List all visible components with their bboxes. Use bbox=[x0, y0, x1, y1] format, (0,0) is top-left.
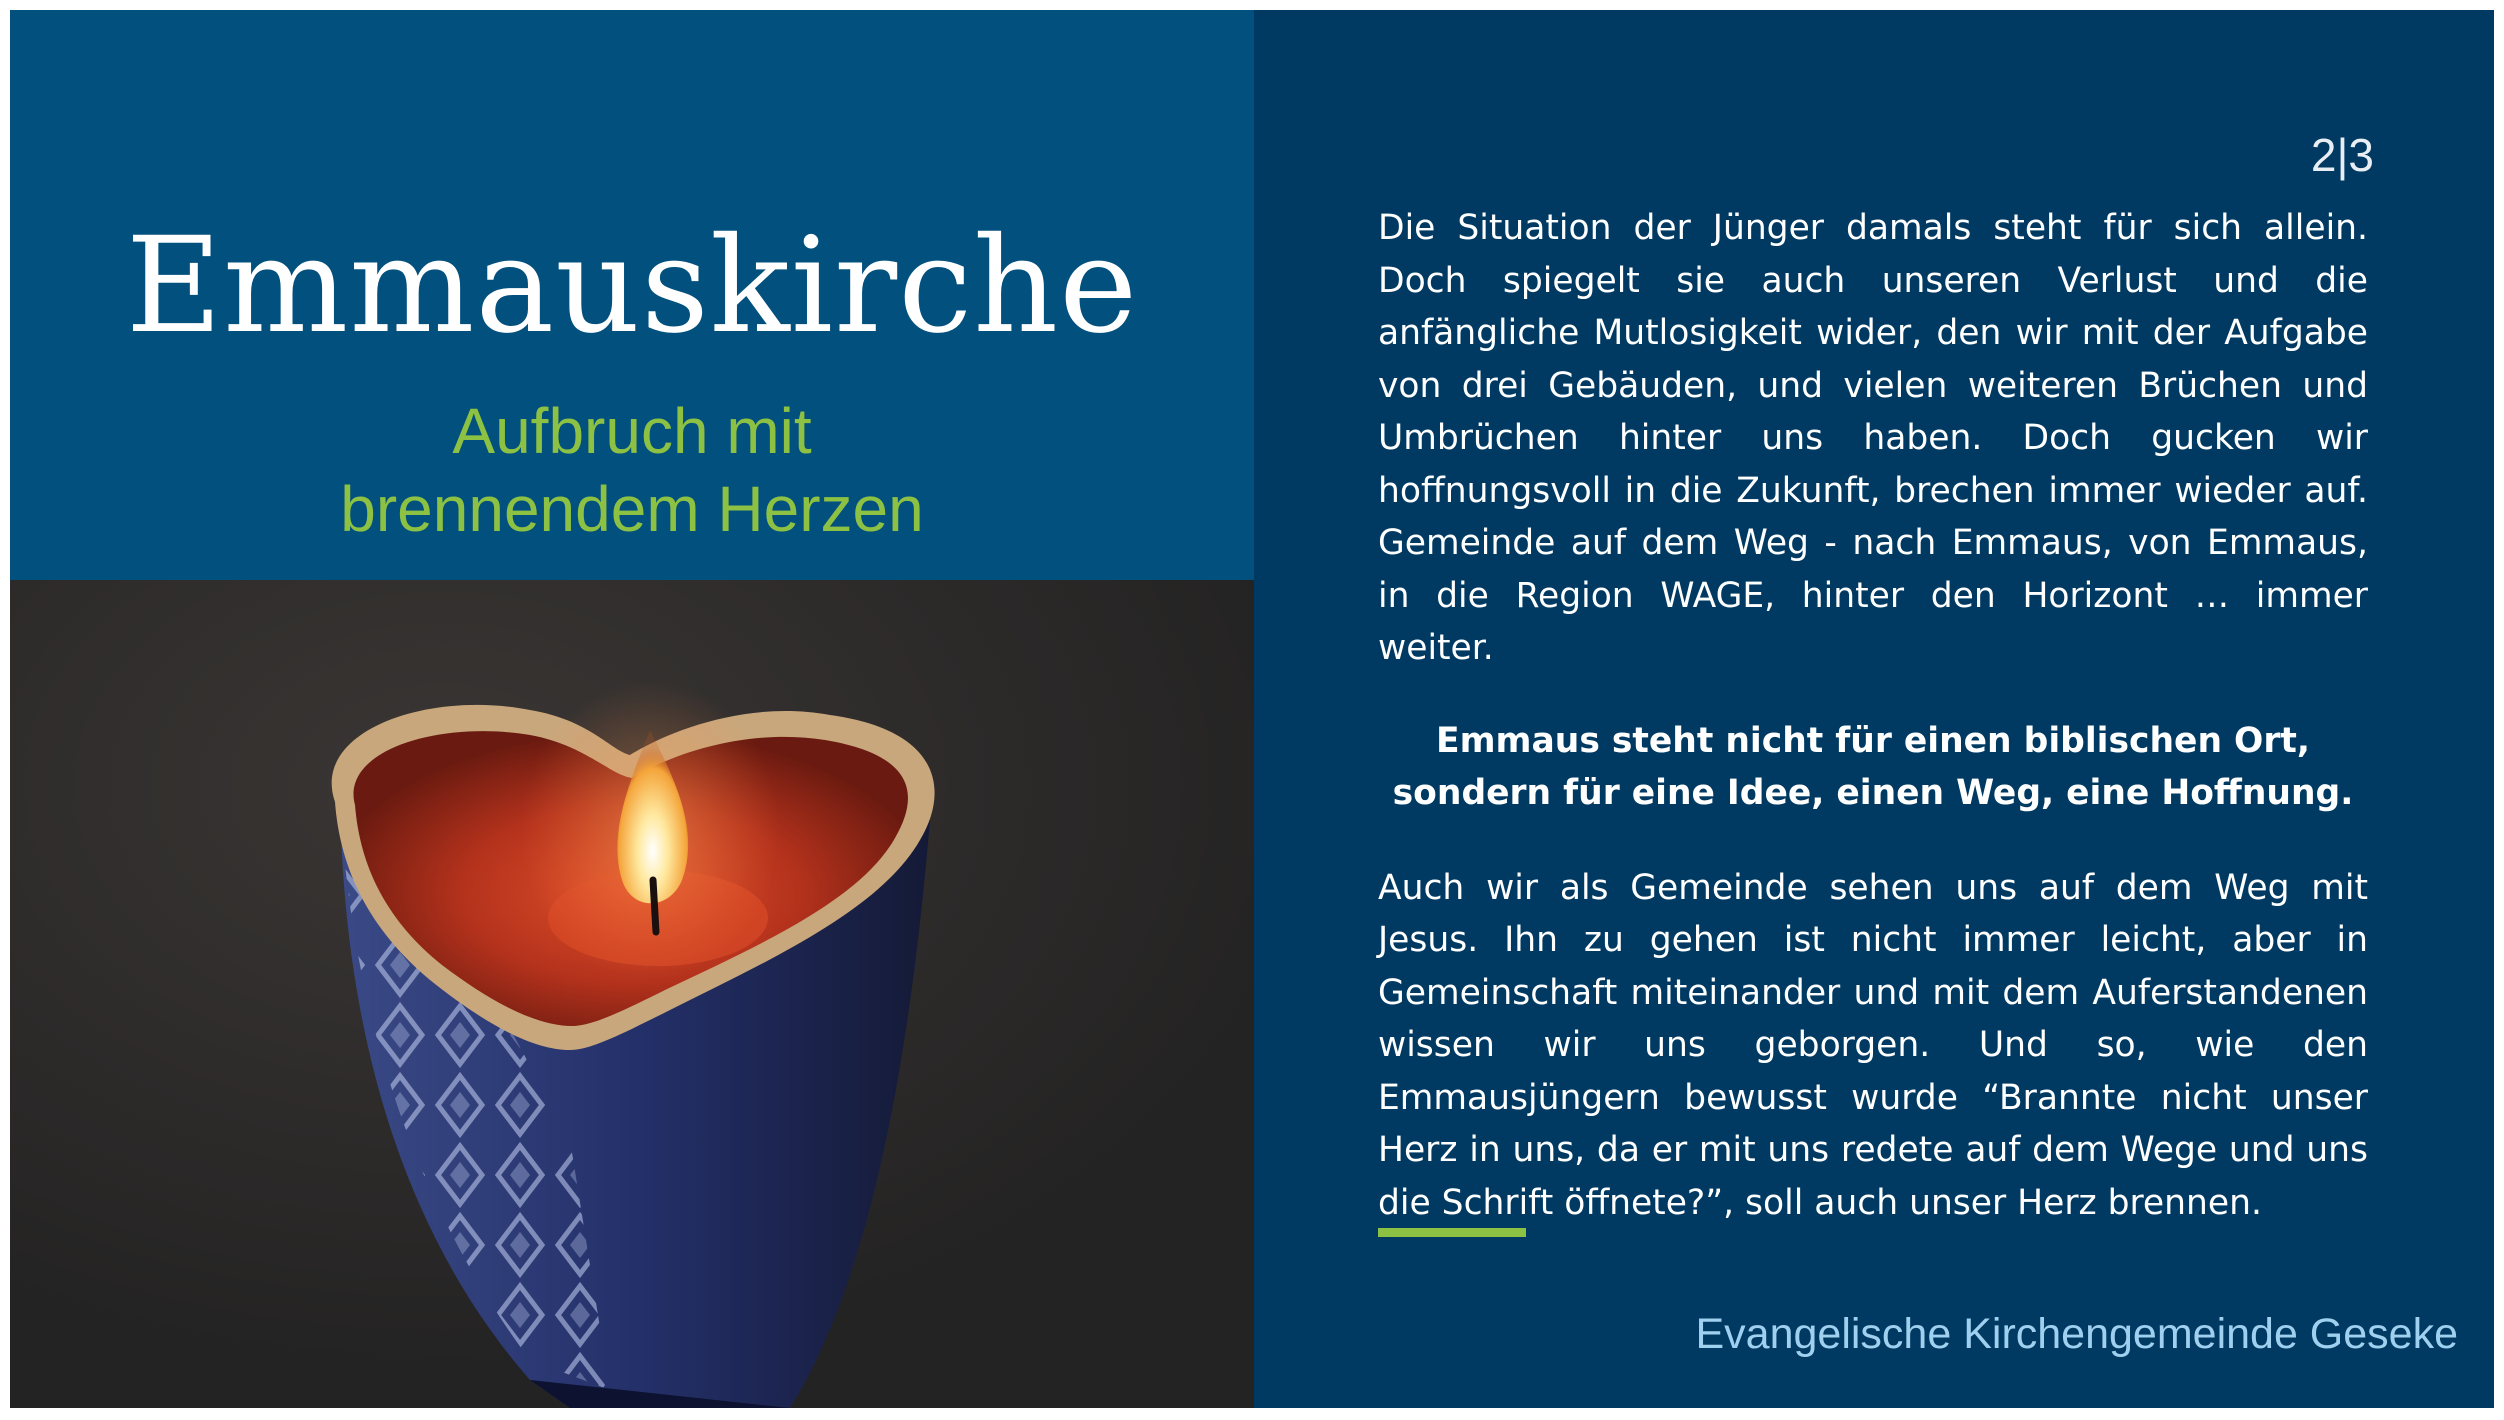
body-text bbox=[1378, 202, 2368, 1229]
title-panel bbox=[10, 10, 1254, 580]
subtitle-line-1: Aufbruch mit bbox=[452, 395, 812, 467]
text-panel bbox=[1254, 10, 2494, 1408]
page-number: 2|3 bbox=[2310, 129, 2374, 181]
quote-line-1: Emmaus steht nicht für einen biblischen Ort, bbox=[1436, 720, 2310, 761]
candle-photo bbox=[10, 580, 1254, 1408]
paragraph-2: Auch wir als Gemeinde sehen uns auf dem Weg mit Jesus. Ihn zu gehen ist nicht immer leicht, aber in Gemeinschaft miteinander und mit dem Auferstandenen wissen wir uns geborgen. Und so, wie den Emmausjüngern bewusst wurde “Brannte nicht unser Herz in uns, da er mit uns redete auf dem Wege und uns die Schrift öffnete?”, soll auch unser Herz brennen. bbox=[1378, 867, 2368, 1223]
paragraph-1: Die Situation der Jünger damals steht für sich allein. Doch spiegelt sie auch unseren Verlust und die anfängliche Mutlosigkeit wider, den wir mit der Aufgabe von drei Gebäuden, und vielen weiteren Brüchen und Umbrüchen hinter uns haben. Doch gucken wir hoffnungsvoll in die Zukunft, brechen immer wieder auf. Gemeinde auf dem Weg - nach Emmaus, von Emmaus, in die Region WAGE, hinter den Horizont … immer weiter. bbox=[1378, 208, 2368, 668]
subtitle-line-2: brennendem Herzen bbox=[340, 473, 924, 545]
footer-organization: Evangelische Kirchengemeinde Geseke bbox=[1695, 1310, 2458, 1358]
highlight-quote bbox=[1378, 715, 2368, 820]
heart-candle-image bbox=[10, 580, 1254, 1408]
quote-line-2: sondern für eine Idee, einen Weg, eine Hoffnung. bbox=[1392, 773, 2354, 813]
page-title: Emmauskirche bbox=[125, 209, 1139, 363]
slide bbox=[10, 10, 2494, 1408]
subtitle bbox=[10, 392, 1254, 548]
accent-divider bbox=[1378, 1228, 1526, 1237]
